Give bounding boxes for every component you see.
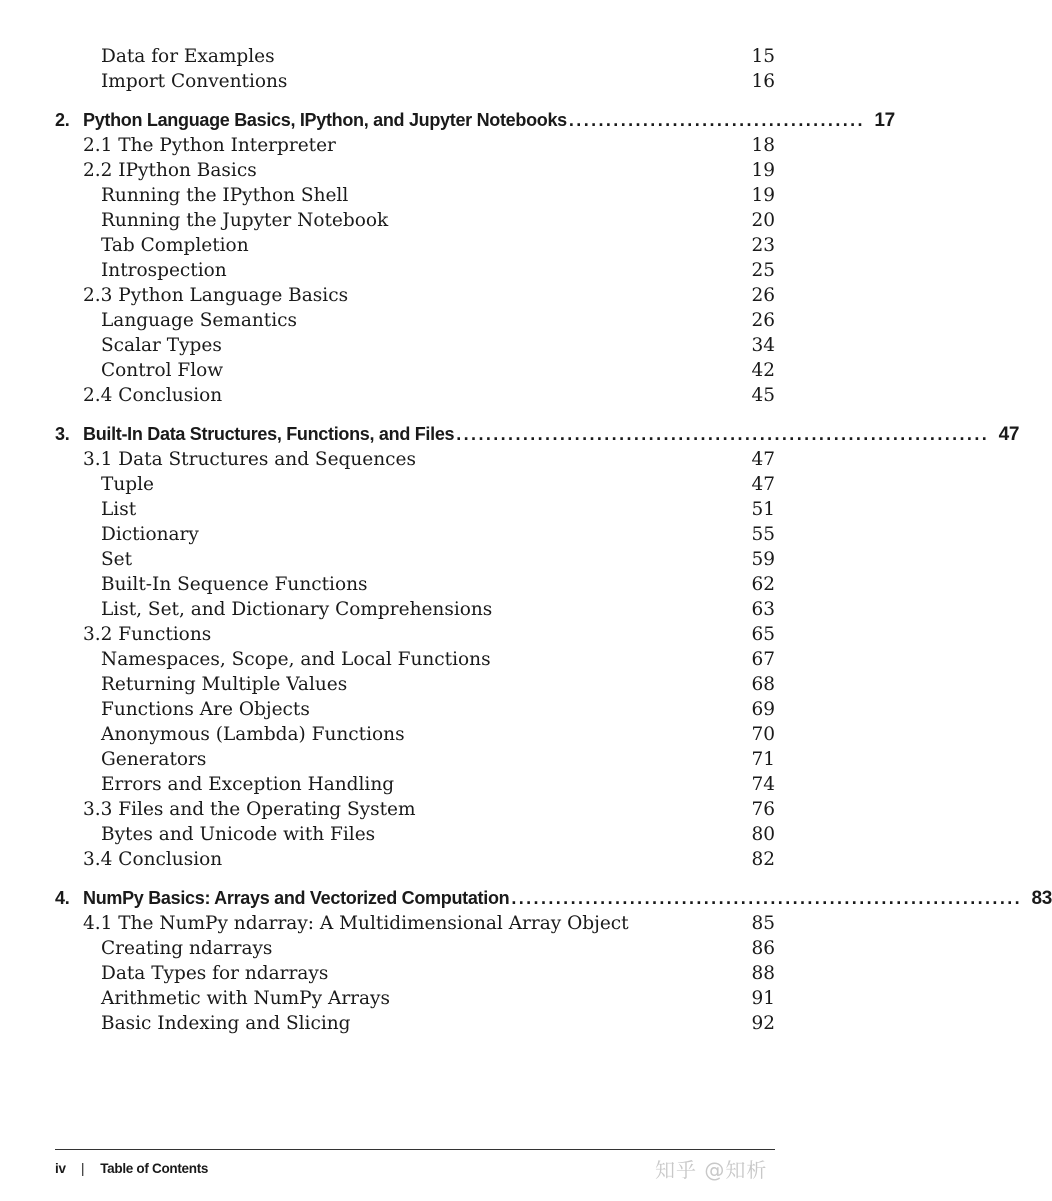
- toc-page-number: 47: [751, 474, 775, 495]
- toc-section-entry: [55, 447, 775, 472]
- toc-page-number: 76: [751, 799, 775, 820]
- footer-rule: [55, 1149, 775, 1150]
- toc-entry-title: Data Types for ndarrays: [101, 963, 329, 984]
- toc-entry-title: Running the IPython Shell: [101, 185, 349, 206]
- toc-entry-title: Functions Are Objects: [101, 699, 310, 720]
- toc-section-entry: [55, 133, 775, 158]
- toc-page-number: 51: [751, 499, 775, 520]
- toc-page-number: 26: [751, 285, 775, 306]
- toc-page-number: 71: [751, 749, 775, 770]
- footer-section-title: Table of Contents: [100, 1160, 209, 1176]
- toc-page-number: 86: [751, 938, 775, 959]
- toc-entry-title: Errors and Exception Handling: [101, 774, 395, 795]
- toc-chapter-entry: [55, 885, 1052, 911]
- toc-entry-title: Import Conventions: [101, 71, 288, 92]
- toc-subsection-entry: [55, 747, 775, 772]
- footer-page-number: iv: [55, 1160, 66, 1176]
- toc-page-number: 16: [751, 71, 775, 92]
- toc-page-number: 59: [751, 549, 775, 570]
- toc-subsection-entry: [55, 333, 775, 358]
- page-footer: [55, 1158, 208, 1178]
- toc-page-number: 88: [751, 963, 775, 984]
- toc-entry-title: Tuple: [101, 474, 154, 495]
- table-of-contents: [55, 44, 1052, 1036]
- toc-subsection-entry: [55, 697, 775, 722]
- toc-entry-title: Control Flow: [101, 360, 224, 381]
- toc-entry-title: Basic Indexing and Slicing: [101, 1013, 351, 1034]
- toc-subsection-entry: [55, 986, 775, 1011]
- toc-page-number: 92: [751, 1013, 775, 1034]
- toc-section-entry: [55, 283, 775, 308]
- toc-entry-title: Namespaces, Scope, and Local Functions: [101, 649, 491, 670]
- toc-page-number: 34: [751, 335, 775, 356]
- toc-subsection-entry: [55, 672, 775, 697]
- toc-dot-leader: ........................................: [568, 110, 865, 130]
- toc-entry-title: NumPy Basics: Arrays and Vectorized Computation: [83, 888, 510, 908]
- toc-entry-title: Arithmetic with NumPy Arrays: [101, 988, 390, 1009]
- toc-entry-title: Scalar Types: [101, 335, 222, 356]
- toc-chapter-number: 3.: [55, 424, 70, 444]
- toc-section-entry: [55, 383, 775, 408]
- toc-page-number: 85: [751, 913, 775, 934]
- toc-section-entry: [55, 622, 775, 647]
- toc-subsection-entry: [55, 936, 775, 961]
- toc-chapter-number: 2.: [55, 110, 70, 130]
- toc-page-number: 42: [751, 360, 775, 381]
- toc-entry-title: 3.3 Files and the Operating System: [83, 799, 416, 820]
- toc-subsection-entry: [55, 44, 775, 69]
- toc-entry-title: Generators: [101, 749, 207, 770]
- toc-page-number: 20: [751, 210, 775, 231]
- toc-section-entry: [55, 797, 775, 822]
- toc-subsection-entry: [55, 183, 775, 208]
- toc-entry-title: Built-In Data Structures, Functions, and Files: [83, 424, 455, 444]
- toc-subsection-entry: [55, 233, 775, 258]
- toc-page-number: 47: [998, 424, 1020, 445]
- toc-subsection-entry: [55, 522, 775, 547]
- toc-subsection-entry: [55, 308, 775, 333]
- toc-subsection-entry: [55, 572, 775, 597]
- toc-page-number: 15: [751, 46, 775, 67]
- toc-chapter-entry: [55, 421, 1020, 447]
- toc-page-number: 69: [751, 699, 775, 720]
- toc-section-entry: [55, 847, 775, 872]
- toc-page-number: 82: [751, 849, 775, 870]
- toc-page-number: 74: [751, 774, 775, 795]
- toc-entry-title: Introspection: [101, 260, 227, 281]
- toc-subsection-entry: [55, 258, 775, 283]
- toc-page-number: 17: [874, 110, 895, 131]
- toc-page-number: 65: [751, 624, 775, 645]
- toc-entry-title: Dictionary: [101, 524, 199, 545]
- toc-page-number: 83: [1031, 888, 1052, 909]
- toc-subsection-entry: [55, 772, 775, 797]
- toc-page-number: 23: [751, 235, 775, 256]
- toc-subsection-entry: [55, 822, 775, 847]
- toc-page-number: 80: [751, 824, 775, 845]
- toc-entry-title: Returning Multiple Values: [101, 674, 348, 695]
- toc-subsection-entry: [55, 472, 775, 497]
- toc-subsection-entry: [55, 69, 775, 94]
- toc-subsection-entry: [55, 597, 775, 622]
- toc-page-number: 45: [751, 385, 775, 406]
- toc-subsection-entry: [55, 497, 775, 522]
- toc-subsection-entry: [55, 358, 775, 383]
- toc-subsection-entry: [55, 208, 775, 233]
- toc-page-number: 91: [751, 988, 775, 1009]
- toc-page-number: 19: [751, 185, 775, 206]
- footer-separator: |: [81, 1160, 85, 1176]
- toc-entry-title: Creating ndarrays: [101, 938, 273, 959]
- toc-page-number: 70: [751, 724, 775, 745]
- toc-chapter-number: 4.: [55, 888, 70, 908]
- toc-page-number: 62: [751, 574, 775, 595]
- toc-subsection-entry: [55, 547, 775, 572]
- toc-section-entry: [55, 911, 775, 936]
- toc-page-number: 67: [751, 649, 775, 670]
- toc-entry-title: Running the Jupyter Notebook: [101, 210, 389, 231]
- toc-chapter-entry: [55, 107, 895, 133]
- toc-entry-title: 2.4 Conclusion: [83, 385, 223, 406]
- toc-page-number: 25: [751, 260, 775, 281]
- toc-entry-title: List, Set, and Dictionary Comprehensions: [101, 599, 493, 620]
- toc-entry-title: Tab Completion: [101, 235, 249, 256]
- toc-subsection-entry: [55, 1011, 775, 1036]
- toc-dot-leader: ........................................................................: [456, 424, 990, 444]
- toc-entry-title: 3.4 Conclusion: [83, 849, 223, 870]
- toc-subsection-entry: [55, 647, 775, 672]
- toc-subsection-entry: [55, 722, 775, 747]
- toc-entry-title: Data for Examples: [101, 46, 275, 67]
- toc-page-number: 55: [751, 524, 775, 545]
- toc-entry-title: 2.3 Python Language Basics: [83, 285, 349, 306]
- toc-entry-title: Set: [101, 549, 133, 570]
- toc-page-number: 63: [751, 599, 775, 620]
- toc-entry-title: Bytes and Unicode with Files: [101, 824, 376, 845]
- toc-page-number: 18: [751, 135, 775, 156]
- toc-entry-title: 3.2 Functions: [83, 624, 212, 645]
- toc-entry-title: Anonymous (Lambda) Functions: [101, 724, 405, 745]
- toc-page-number: 47: [751, 449, 775, 470]
- toc-entry-title: 2.1 The Python Interpreter: [83, 135, 336, 156]
- toc-entry-title: 3.1 Data Structures and Sequences: [83, 449, 416, 470]
- toc-section-entry: [55, 158, 775, 183]
- toc-page-number: 26: [751, 310, 775, 331]
- toc-page-number: 68: [751, 674, 775, 695]
- toc-entry-title: 2.2 IPython Basics: [83, 160, 257, 181]
- toc-dot-leader: .....................................................................: [511, 888, 1023, 908]
- toc-entry-title: Language Semantics: [101, 310, 298, 331]
- toc-entry-title: List: [101, 499, 137, 520]
- toc-entry-title: 4.1 The NumPy ndarray: A Multidimensional Array Object: [83, 913, 629, 934]
- toc-subsection-entry: [55, 961, 775, 986]
- toc-entry-title: Python Language Basics, IPython, and Jupyter Notebooks: [83, 110, 567, 130]
- toc-page-number: 19: [751, 160, 775, 181]
- zhihu-watermark: 知乎 @知析: [655, 1158, 768, 1182]
- toc-entry-title: Built-In Sequence Functions: [101, 574, 368, 595]
